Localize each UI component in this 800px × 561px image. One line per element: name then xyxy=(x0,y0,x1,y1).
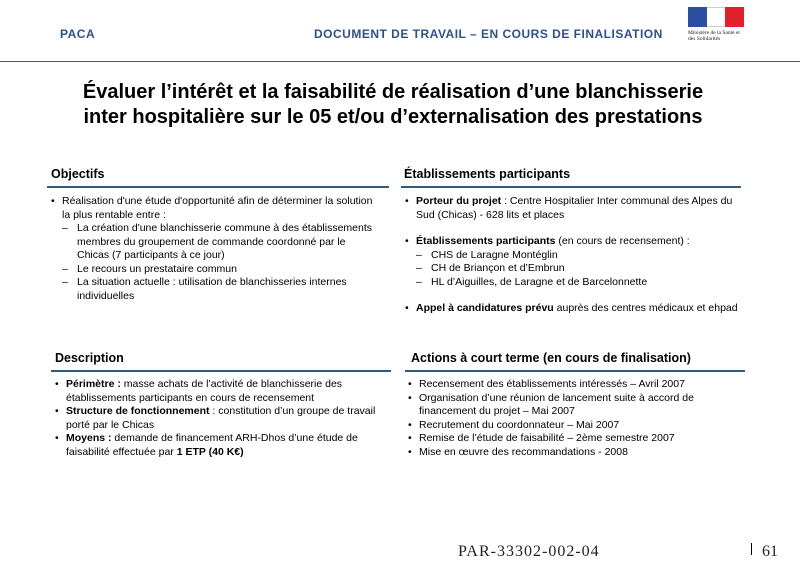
perimetre-text: masse achats de l’activité de blanchisserie des établissements participants en cours de recensement xyxy=(66,378,343,404)
etablissements-label: Établissements participants xyxy=(416,235,556,247)
description-underline xyxy=(51,370,391,372)
header-region: PACA xyxy=(60,27,96,41)
footer-document-code: PAR-33302-002-04 xyxy=(458,543,600,560)
actions-underline xyxy=(405,370,745,372)
french-flag-icon xyxy=(688,7,744,27)
list-item: – CHS de Laragne Montéglin xyxy=(416,249,743,263)
etablissements-list xyxy=(403,195,743,316)
list-item xyxy=(49,195,379,303)
moyens-amount: 1 ETP (40 K€) xyxy=(176,445,244,458)
ministry-logo xyxy=(688,7,745,57)
appel-label: Appel à candidatures prévu xyxy=(416,302,554,314)
list-item xyxy=(403,195,743,222)
description-heading: Description xyxy=(55,351,124,365)
moyens-label: Moyens : xyxy=(66,432,112,444)
moyens-text: demande de financement ARH-Dhos d’une étude de faisabilité effectuée par xyxy=(66,432,358,458)
etablissements-text: (en cours de recensement) : xyxy=(555,235,690,247)
title-line-1: Évaluer l’intérêt et la faisabilité de réalisation d’une blanchisserie xyxy=(82,81,704,103)
header-document-status: DOCUMENT DE TRAVAIL – EN COURS DE FINALISATION xyxy=(314,27,663,41)
list-item: – CH de Briançon et d’Embrun xyxy=(416,262,743,276)
objectifs-sublist xyxy=(62,222,379,303)
actions-list xyxy=(406,378,736,459)
list-item xyxy=(403,302,743,316)
etablissements-underline xyxy=(401,186,741,188)
list-item: – La création d'une blanchisserie commune à des établissements membres du groupement de commande coordonné par le Chicas (7 participants à ce jour) xyxy=(62,222,379,263)
list-item: • Mise en œuvre des recommandations - 2008 xyxy=(406,446,736,460)
objectifs-heading: Objectifs xyxy=(51,167,105,181)
porteur-label: Porteur du projet xyxy=(416,195,502,207)
structure-text: : constitution d’un groupe de travail porté par le Chicas xyxy=(66,405,376,431)
page-title xyxy=(0,80,786,130)
list-item xyxy=(403,235,743,289)
footer-separator xyxy=(751,543,752,555)
logo-text: Ministère de la Santé et des Solidarités xyxy=(688,30,740,42)
list-item: • Organisation d’une réunion de lancement suite à accord de financement du projet – Mai 2007 xyxy=(406,392,736,419)
objectifs-list xyxy=(49,195,379,303)
etablissements-heading: Établissements participants xyxy=(404,167,571,181)
objectifs-underline xyxy=(47,186,389,188)
appel-text: auprès des centres médicaux et ehpad xyxy=(553,302,738,314)
actions-heading: Actions à court terme (en cours de finalisation) xyxy=(411,351,691,365)
title-line-2: inter hospitalière sur le 05 et/ou d’externalisation des prestations xyxy=(83,106,703,128)
list-item: • Recensement des établissements intéressés – Avril 2007 xyxy=(406,378,736,392)
list-item xyxy=(53,405,383,432)
list-item: – Le recours un prestataire commun xyxy=(62,263,379,277)
list-item: • Recrutement du coordonnateur – Mai 2007 xyxy=(406,419,736,433)
description-list xyxy=(53,378,383,459)
footer-page-number: 61 xyxy=(762,543,778,560)
objectifs-item-text: Réalisation d'une étude d'opportunité afin de déterminer la solution la plus rentable entre : xyxy=(62,195,373,221)
list-item xyxy=(53,378,383,405)
etablissements-sublist xyxy=(416,249,743,290)
structure-label: Structure de fonctionnement xyxy=(66,405,210,417)
list-item: – La situation actuelle : utilisation de blanchisseries internes individuelles xyxy=(62,276,379,303)
porteur-text: : Centre Hospitalier Inter communal des Alpes du Sud (Chicas) - 628 lits et places xyxy=(416,195,733,221)
list-item: – HL d’Aiguilles, de Laragne et de Barcelonnette xyxy=(416,276,743,290)
list-item xyxy=(53,432,383,459)
perimetre-label: Périmètre : xyxy=(66,378,121,390)
list-item: • Remise de l’étude de faisabilité – 2ème semestre 2007 xyxy=(406,432,736,446)
header-divider xyxy=(0,61,800,62)
